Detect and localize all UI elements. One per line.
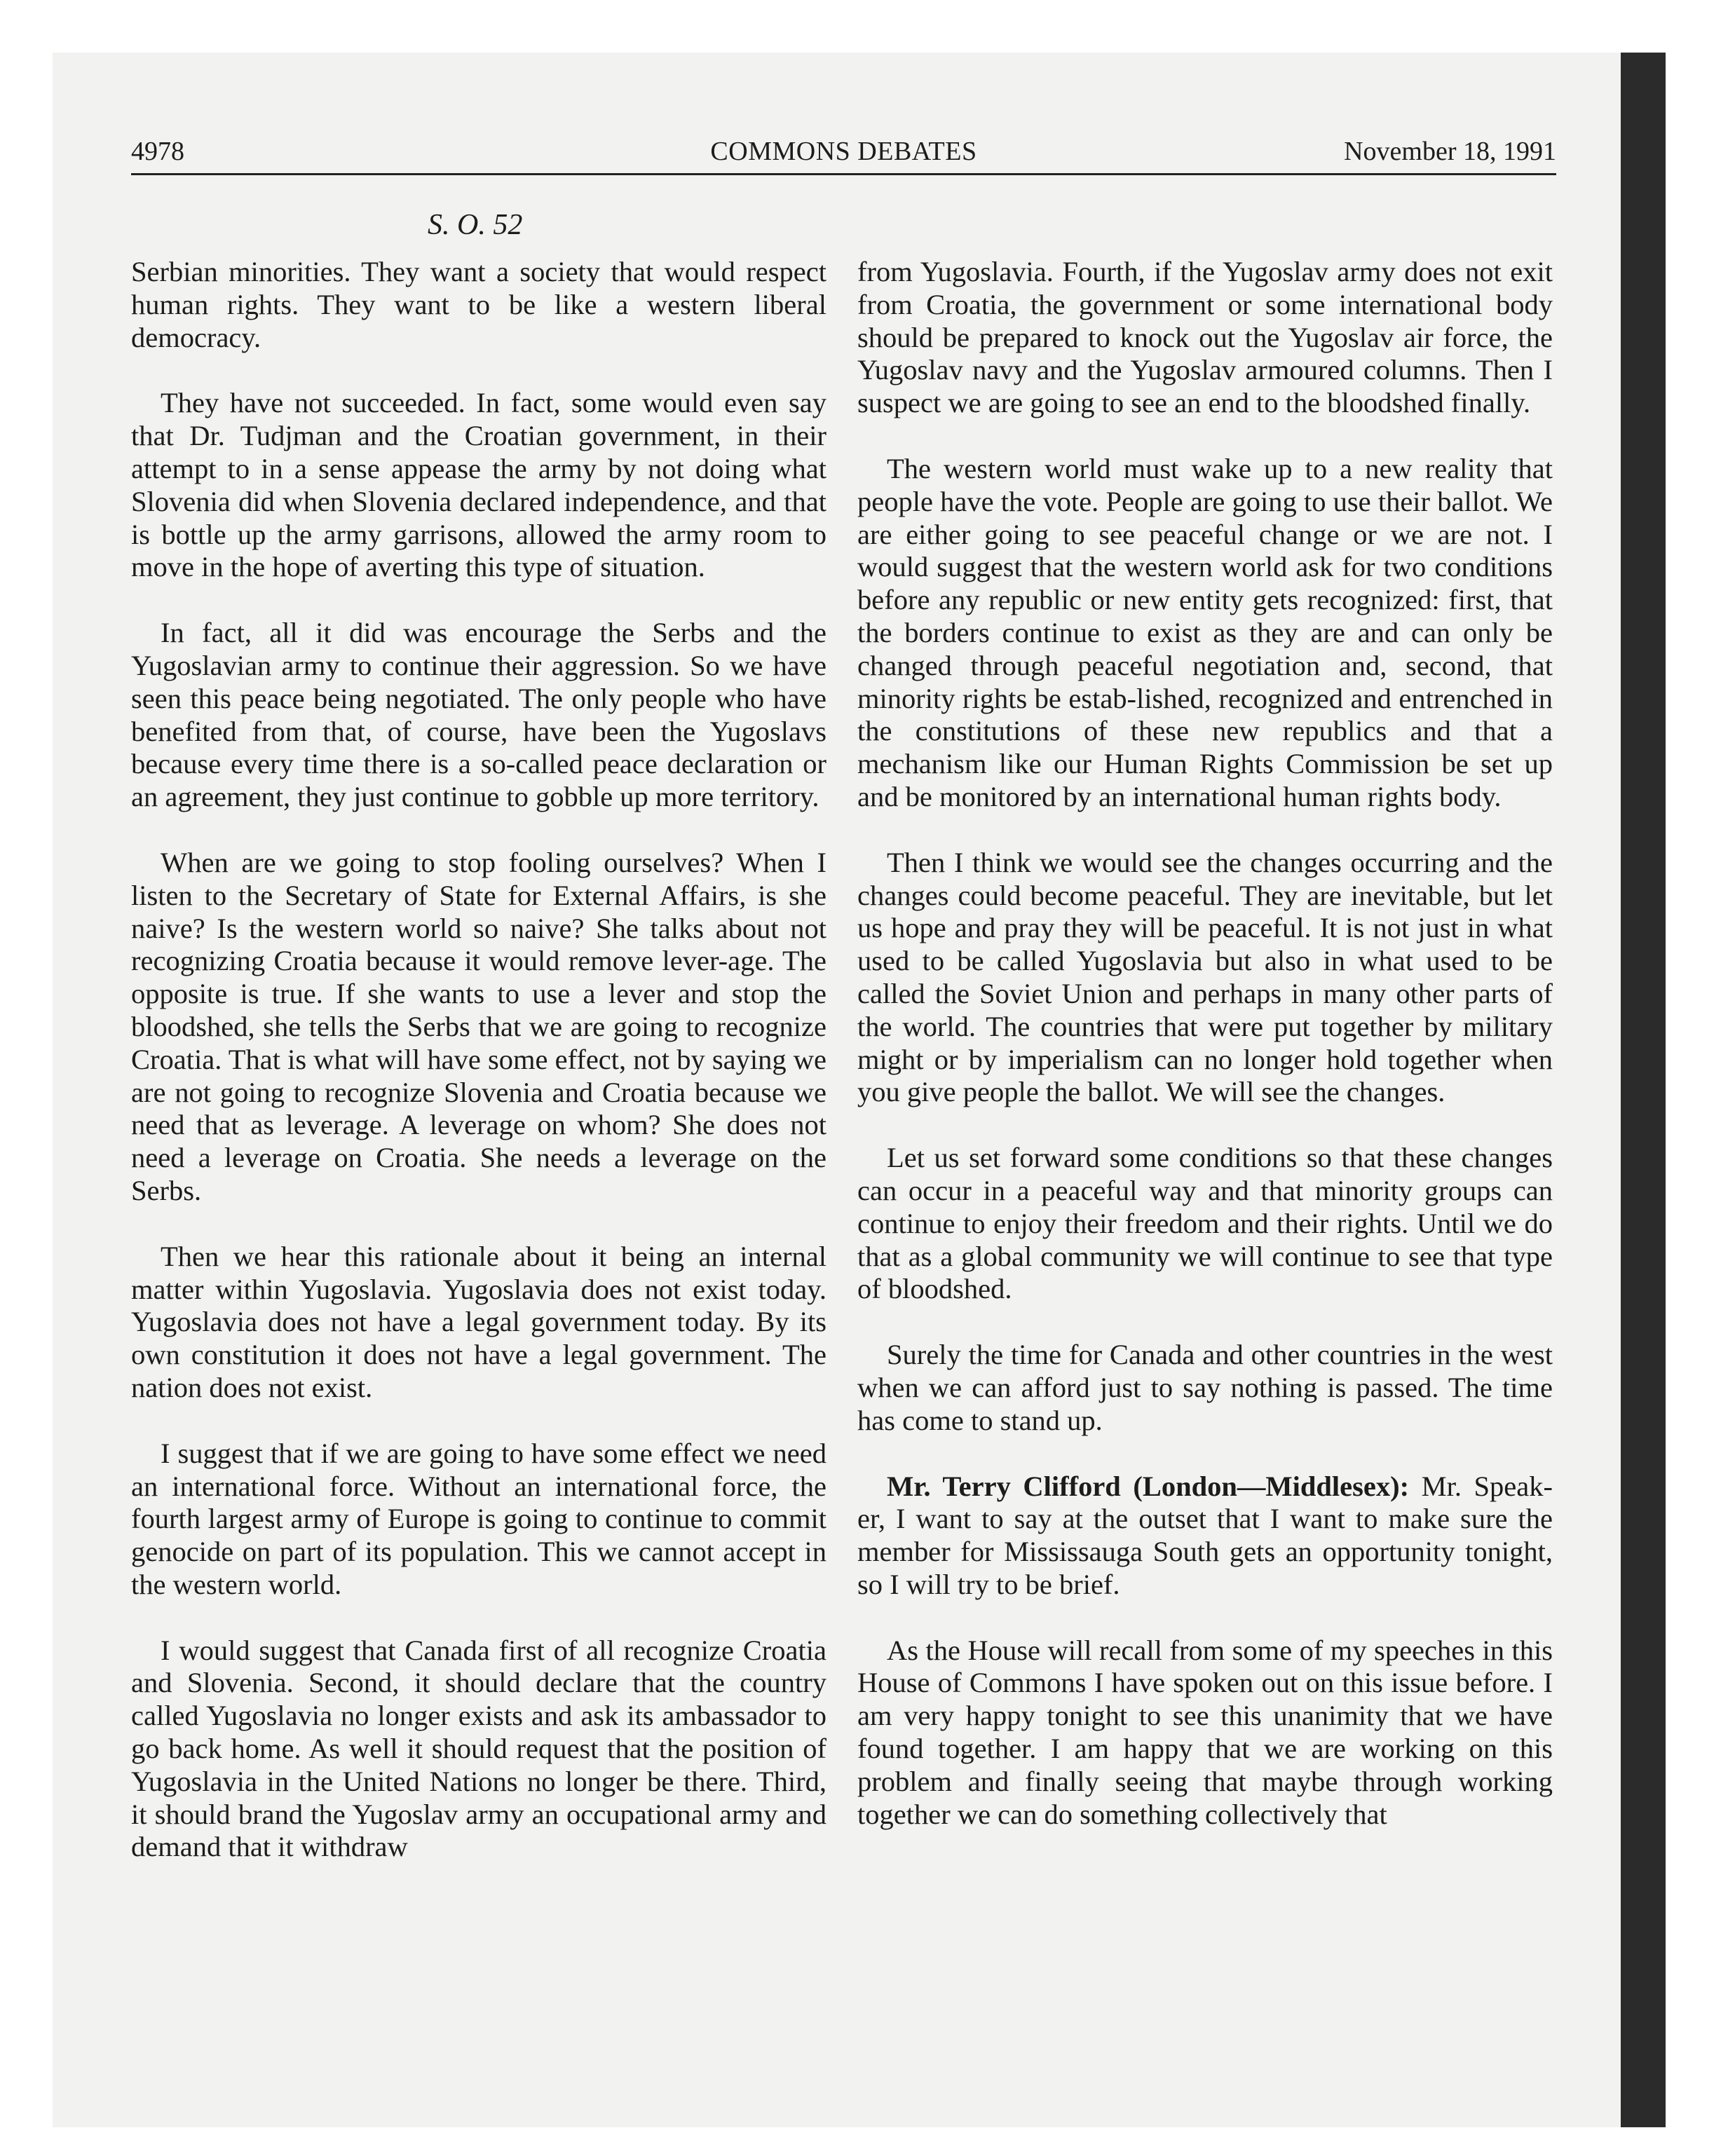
paragraph: When are we going to stop fooling ourselves? When I listen to the Secretary of State for External Affairs, is she naive? Is the western world so naive? She talks about not recognizing Croatia because it would remove lever-age. The opposite is true. If she wants to use a lever and stop the bloodshed, she tells the Serbs that we are going to recognize Croatia. That is what will have some effect, not by saying we are not going to recognize Slovenia and Croatia because we need that as leverage. A leverage on whom? She does not need a leverage on Croatia. She needs a leverage on the Serbs. (131, 846, 826, 1206)
paragraph: The western world must wake up to a new reality that people have the vote. People are going to use their ballot. We are either going to see peaceful change or we are not. I would suggest that the western world ask for two conditions before any republic or new entity gets recognized: first, that the borders continue to exist as they are and can only be changed through peaceful negotiation and, second, that minority rights be estab-lished, recognized and entrenched in the constitutions of these new republics and that a mechanism like our Human Rights Commission be set up and be monitored by an international human rights body. (857, 452, 1553, 812)
paragraph: In fact, all it did was encourage the Serbs and the Yugoslavian army to continue their aggression. So we have seen this peace being negotiated. The only people who have benefited from that, of course, have been the Yugoslavs because every time there is a so-called peace declaration or an agreement, they just continue to gobble up more territory. (131, 617, 826, 813)
running-header (131, 135, 1556, 174)
paragraph: I would suggest that Canada first of all recognize Croatia and Slovenia. Second, it should declare that the country called Yugoslavia no longer exists and ask its ambassador to go back home. As well it should request that the position of Yugoslavia in the United Nations no longer be there. Third, it should brand the Yugoslav army an occupational army and demand that it withdraw (131, 1634, 826, 1863)
paragraph: Then we hear this rationale about it being an internal matter within Yugoslavia. Yugoslavia does not exist today. Yugoslavia does not have a legal government today. By its own constitution it does not have a legal government. The nation does not exist. (131, 1240, 826, 1403)
publication-title: COMMONS DEBATES (710, 137, 977, 166)
paragraph: They have not succeeded. In fact, some would even say that Dr. Tudjman and the Croatian government, in their attempt to in a sense appease the army by not doing what Slovenia did when Slovenia declared independence, and that is bottle up the army garrisons, allowed the army room to move in the hope of averting this type of situation. (131, 387, 826, 583)
right-column (857, 256, 1553, 1864)
standing-order-reference: S. O. 52 (428, 209, 523, 241)
sitting-date: November 18, 1991 (1344, 137, 1556, 166)
paragraph: As the House will recall from some of my speeches in this House of Commons I have spoken out on this issue before. I am very happy tonight to see this unanimity that we have found together. I am happy that we are working on this problem and finally seeing that maybe through working together we can do something collectively that (857, 1634, 1553, 1830)
paragraph: from Yugoslavia. Fourth, if the Yugoslav army does not exit from Croatia, the government or some international body should be prepared to knock out the Yugoslav air force, the Yugoslav navy and the Yugoslav armoured columns. Then I suspect we are going to see an end to the bloodshed finally. (857, 256, 1553, 419)
paragraph: Serbian minorities. They want a society that would respect human rights. They want to be like a western liberal democracy. (131, 256, 826, 353)
speaker-text: Mr. Speak-er, I want to say at the outset that I want to make sure the member for Mississauga South gets an opportunity tonight, so I will try to be brief. (857, 1470, 1553, 1600)
paragraph: Surely the time for Canada and other countries in the west when we can afford just to say nothing is passed. The time has come to stand up. (857, 1339, 1553, 1436)
speaker-paragraph (857, 1471, 1553, 1602)
paragraph: I suggest that if we are going to have some effect we need an international force. Without an international force, the fourth largest army of Europe is going to continue to commit genocide on part of its population. This we cannot accept in the western world. (131, 1437, 826, 1600)
header-rule (131, 173, 1556, 175)
page-number: 4978 (131, 137, 184, 166)
paragraph: Then I think we would see the changes occurring and the changes could become peaceful. They are inevitable, but let us hope and pray they will be peaceful. It is not just in what used to be called Yugoslavia but also in what used to be called the Soviet Union and perhaps in many other parts of the world. The countries that were put together by military might or by imperialism can no longer hold together when you give people the ballot. We will see the changes. (857, 846, 1553, 1108)
left-column (131, 256, 826, 1897)
scan-edge-shadow (1621, 53, 1666, 2127)
speaker-name: Mr. Terry Clifford (London—Middlesex): (887, 1470, 1410, 1502)
paragraph: Let us set forward some conditions so that these changes can occur in a peaceful way and that minority groups can continue to enjoy their freedom and their rights. Until we do that as a global community we will continue to see that type of bloodshed. (857, 1142, 1553, 1305)
